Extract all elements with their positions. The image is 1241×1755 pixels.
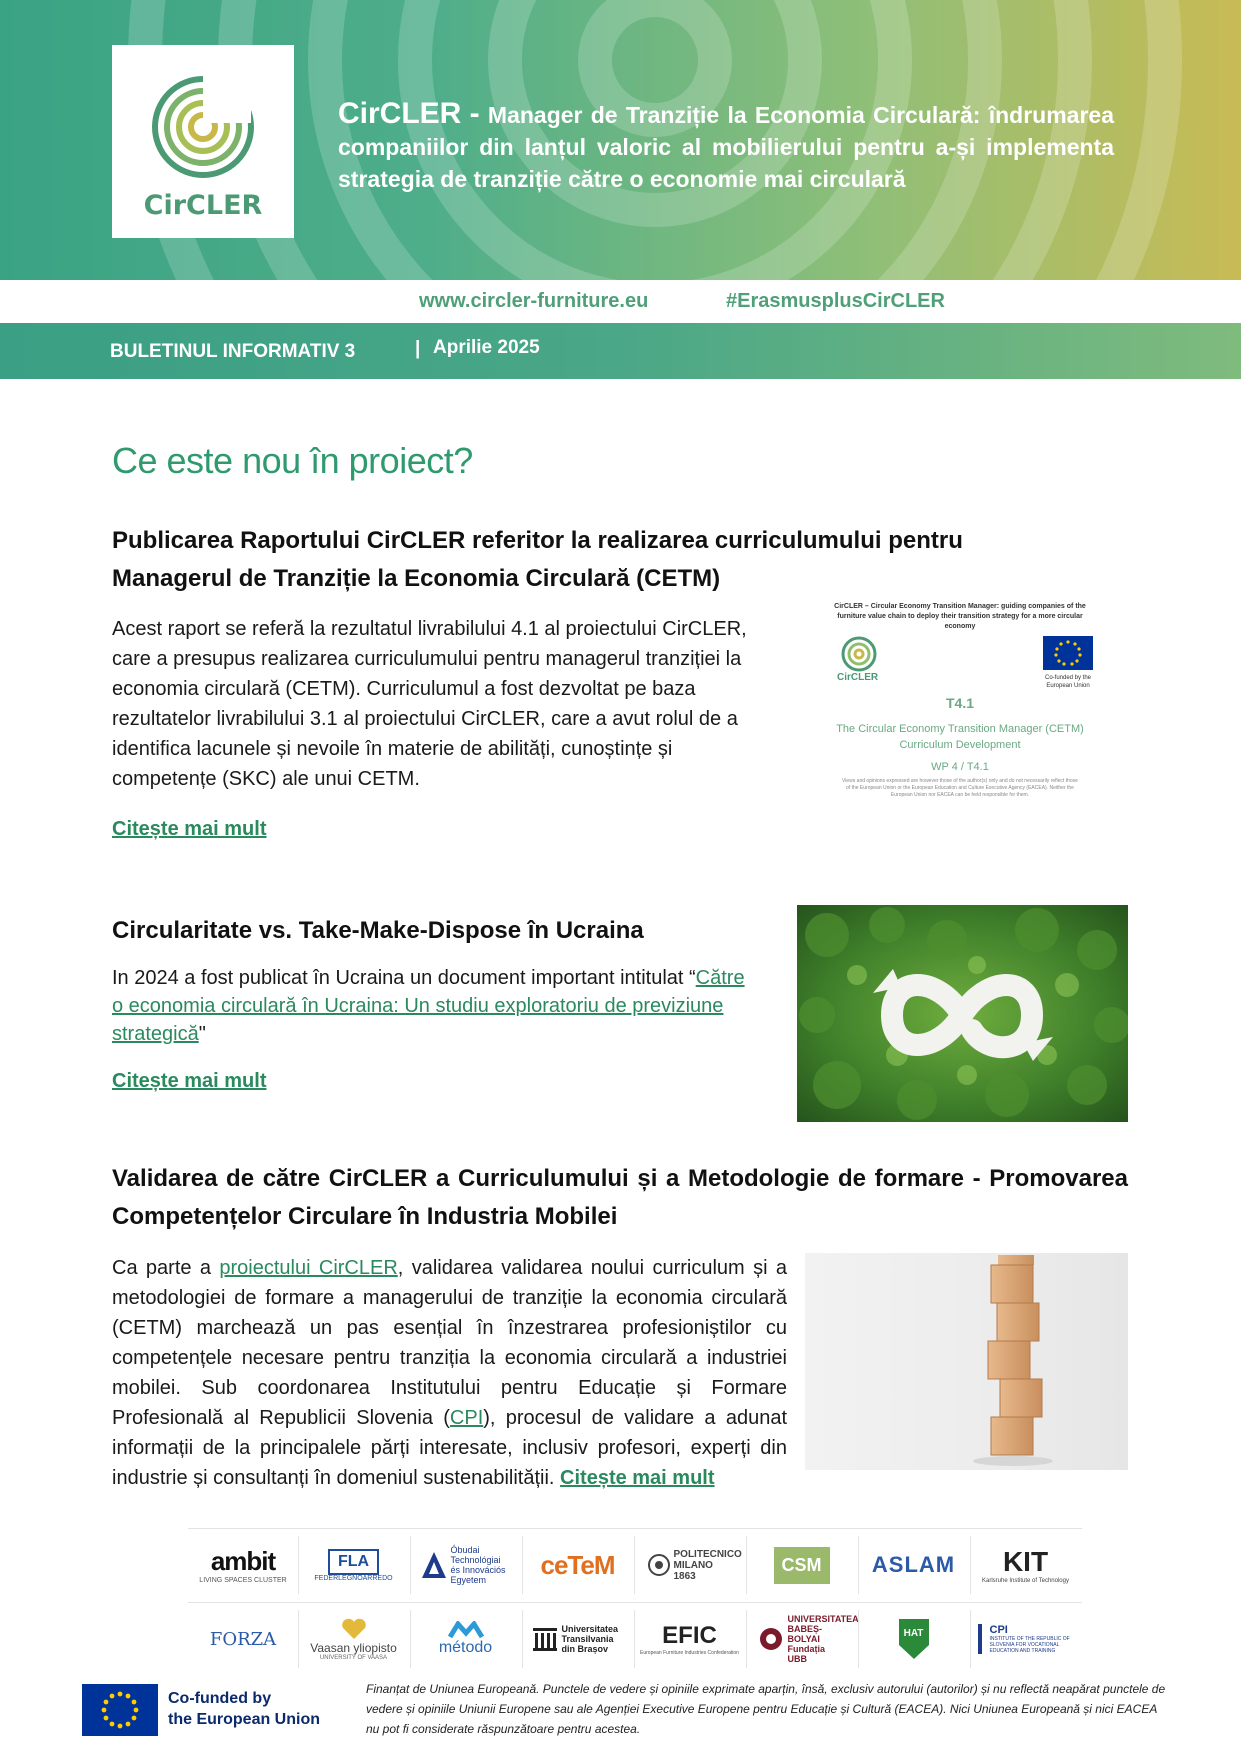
article-1-body: Acest raport se referă la rezultatul livrabilului 4.1 al proiectului CirCLER, care a presupus realizarea curriculumului pentru managerul tranziției la economia circulară (CETM). Curriculumul a fost dezvoltat pe baza rezultatelor livrabilului 3.1 al proiectului CirCLER, care a avut rolul de a identifica lacunele și nevoile în materie de abilități, cunoștințe și competențe (SKC) ale unui CETM.	[112, 618, 747, 790]
fla-label: FLA	[328, 1549, 379, 1575]
title-dash: -	[469, 97, 480, 130]
metodo-m-icon	[448, 1621, 484, 1639]
columns-logo-icon	[532, 1626, 558, 1652]
partner-logo-vaasan[interactable]	[298, 1610, 408, 1668]
partner-logo-csm[interactable]	[746, 1536, 856, 1594]
partner-logo-unitbv[interactable]	[522, 1610, 632, 1668]
section-title: Ce este nou în proiect?	[112, 440, 473, 481]
logo-divider-top	[188, 1528, 1082, 1529]
article-1-heading: Publicarea Raportului CirCLER referitor la realizarea curriculumului pentru Managerul de Tranziție la Economia Circulară (CETM)	[112, 527, 963, 592]
partner-logo-aslam[interactable]	[858, 1536, 968, 1594]
partner-logo-fla[interactable]	[298, 1536, 408, 1594]
unitbv-label: Universitatea Transilvania din Brașov	[561, 1624, 619, 1654]
article-2-heading: Circularitate vs. Take-Make-Dispose în Ucraina	[112, 917, 644, 944]
partner-logo-forza[interactable]	[188, 1610, 298, 1668]
report-wp: WP 4 / T4.1	[931, 761, 989, 773]
efic-sub: European Furniture Industries Confederation	[640, 1650, 739, 1656]
hat-label: HAT	[903, 1628, 924, 1639]
url-bar	[0, 280, 1241, 323]
spiral-logo-icon	[112, 45, 294, 195]
report-code: T4.1	[945, 695, 974, 711]
forest-circular-image	[797, 905, 1128, 1122]
article-2-body-suffix: "	[198, 1023, 206, 1045]
issue-band	[0, 323, 1241, 379]
partner-logo-ubb[interactable]	[746, 1610, 859, 1668]
aslam-label: ASLAM	[871, 1552, 956, 1577]
issue-separator: |	[415, 338, 421, 359]
obuda-label: Óbudai Technológiai és Innovációs Egyetem	[450, 1545, 506, 1585]
polimi-label: POLITECNICO MILANO 1863	[673, 1548, 742, 1582]
eu-cofunded-label	[168, 1688, 320, 1730]
header-banner	[0, 0, 1241, 280]
partner-logo-cpi[interactable]	[970, 1610, 1080, 1668]
partner-logo-efic[interactable]	[634, 1610, 744, 1668]
forza-label: FORZA	[209, 1628, 277, 1650]
article-3-read-more[interactable]: Citește mai mult	[560, 1467, 715, 1489]
logo-divider-mid	[188, 1602, 1082, 1603]
eu-line-2: the European Union	[168, 1711, 320, 1728]
partner-logo-hat[interactable]	[858, 1610, 968, 1668]
csm-label: CSM	[774, 1547, 830, 1584]
article-3-body-p3: ), procesul de validare a adunat informații de la principalele părți interesate, inclusiv profesori, experți din industrie și consultanți în domeniul sustenabilității.	[112, 1407, 788, 1489]
hashtag: #ErasmusplusCirCLER	[726, 290, 945, 312]
partner-logo-metodo[interactable]	[410, 1610, 520, 1668]
article-3-body	[112, 1253, 787, 1493]
hat-shield-icon	[897, 1617, 931, 1661]
wooden-blocks-image	[805, 1253, 1128, 1470]
article-1-read-more[interactable]: Citește mai mult	[112, 818, 267, 840]
article-2-read-more[interactable]: Citește mai mult	[112, 1070, 267, 1092]
report-subtitle: The Circular Economy Transition Manager (CETM) Curriculum Development	[836, 723, 1084, 751]
report-logo-text: CirCLER	[837, 672, 879, 683]
issue-date: Aprilie 2025	[433, 337, 540, 358]
article-2-body	[112, 964, 752, 1048]
logo-text: CirCLER	[143, 190, 263, 221]
funding-disclaimer: Finanțat de Uniunea Europeană. Punctele de vedere și opiniile exprimate aparțin, însă, exclusiv autorului (autorilor) și nu reflectă neapărat punctele de vedere și opiniile Uniunii Europene sau ale Agenției Executive Europene pentru Educație și Cultură (EACEA). Nici Uniunea Europeană și nici EACEA nu pot fi considerate răspunzătoare pentru acestea.	[366, 1682, 1166, 1736]
kit-label: KIT	[1002, 1546, 1049, 1577]
stacked-blocks-icon	[805, 1253, 1128, 1470]
report-eu-label: Co-funded by the European Union	[1044, 675, 1092, 689]
ukraine-study-link[interactable]: Către o economia circulară în Ucraina: Un studiu exploratoriu de previziune strategică	[112, 967, 745, 1045]
website-link[interactable]: www.circler-furniture.eu	[419, 290, 649, 312]
partner-logo-ambit[interactable]	[188, 1536, 298, 1594]
vaasan-sub: UNIVERSITY OF VAASA	[319, 1655, 388, 1661]
polimi-seal-icon	[648, 1554, 670, 1576]
cpi-label: CPI	[989, 1624, 1008, 1636]
eu-stars-icon	[82, 1684, 158, 1736]
efic-label: EFIC	[662, 1622, 717, 1649]
newsletter-title	[338, 98, 1114, 195]
article-3-body-p2: , validarea validarea noului curriculum și a metodologiei de formare a managerului de tranziție la economia circulară (CETM) marchează un pas esențial în înzestrarea profesioniștilor cu competențele necesare pentru tranziția la economia circulară a industriei mobilei. Sub coordonarea Institutului pentru Educație și Formare Profesională al Republicii Slovenia (	[112, 1257, 787, 1429]
ubb-seal-icon	[758, 1626, 784, 1652]
eu-line-1: Co-funded by	[168, 1690, 272, 1707]
ambit-sub: LIVING SPACES CLUSTER	[199, 1577, 287, 1584]
cpi-sub: INSTITUTE OF THE REPUBLIC OF SLOVENIA FOR VOCATIONAL EDUCATION AND TRAINING	[989, 1636, 1070, 1654]
report-cover-image[interactable]	[815, 600, 1105, 810]
fla-sub: FEDERLEGNOARREDO	[314, 1574, 393, 1582]
brand-name: CirCLER	[338, 97, 462, 130]
eu-flag-icon	[82, 1684, 158, 1736]
partner-logo-cetem[interactable]	[522, 1536, 632, 1594]
report-eu-flag-icon	[1043, 636, 1093, 670]
article-3-heading: Validarea de către CirCLER a Curriculumului și a Metodologie de formare - Promovarea Competențelor Circulare în Industria Mobilei	[112, 1165, 1128, 1230]
metodo-label: método	[438, 1639, 493, 1656]
circler-logo[interactable]	[112, 45, 294, 238]
report-fine-print: Views and opinions expressed are however those of the author(s) only and do not necessarily reflect those of the European Union or the European Education and Culture Executive Agency (EACEA). Neither the European Union nor EACEA can be held responsible for them.	[842, 778, 1078, 798]
circler-project-link[interactable]: proiectului CirCLER	[219, 1257, 398, 1279]
ubb-label: UNIVERSITATEA BABEȘ-BOLYAI Fundația UBB	[787, 1614, 859, 1664]
triangle-logo-icon	[421, 1550, 447, 1580]
heart-logo-icon	[340, 1617, 368, 1641]
vaasan-label: Vaasan yliopisto	[310, 1641, 397, 1655]
article-2-body-prefix: In 2024 a fost publicat în Ucraina un document important intitulat “	[112, 967, 696, 989]
partner-logo-kit[interactable]	[970, 1536, 1080, 1594]
report-spiral-icon	[839, 634, 879, 674]
partner-logo-polimi[interactable]	[634, 1536, 744, 1594]
cpi-link[interactable]: CPI	[449, 1407, 484, 1429]
cetem-label: ceTeM	[540, 1549, 615, 1580]
forest-recycle-icon	[797, 905, 1128, 1122]
kit-sub: Karlsruhe Institute of Technology	[982, 1578, 1069, 1584]
ambit-label: ambit	[210, 1546, 276, 1576]
title-text: Manager de Tranziție la Economia Circulară: îndrumarea companiilor din lanțul valoric al mobilierului pentru a-și implementa strategia de tranziție către o economie mai circulară	[338, 102, 1115, 192]
cpi-mark-icon	[976, 1622, 986, 1656]
issue-label: BULETINUL INFORMATIV 3	[110, 341, 356, 362]
article-3-body-p1: Ca parte a	[112, 1257, 220, 1279]
partner-logo-obuda[interactable]	[410, 1536, 520, 1594]
report-header: CirCLER – Circular Economy Transition Manager: guiding companies of the furniture value chain to deploy their transition strategy for a more circular economy	[834, 603, 1086, 630]
